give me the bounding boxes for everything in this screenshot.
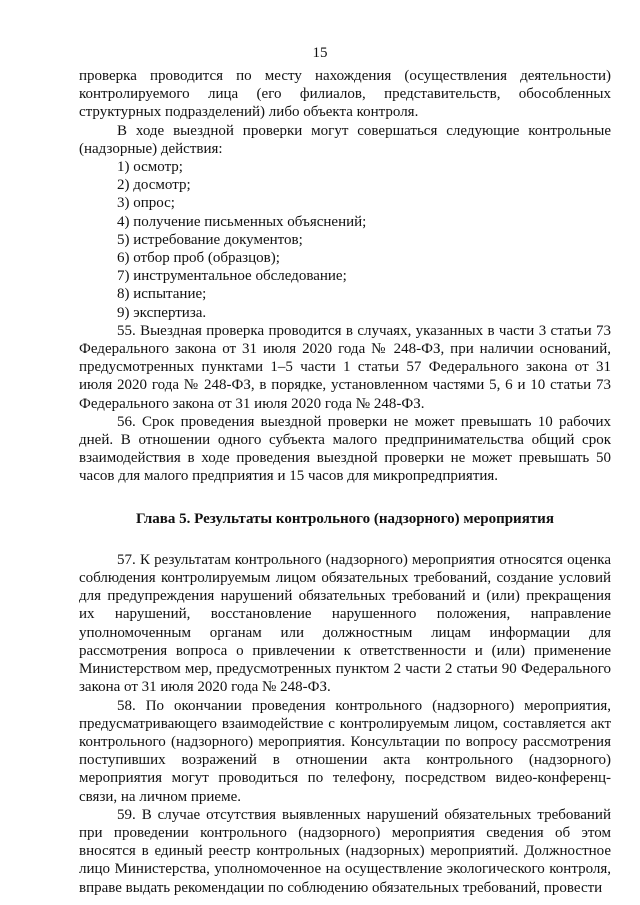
paragraph-56: 56. Срок проведения выездной проверки не может превышать 10 рабочих дней. В отношении одного субъекта малого предпринимательства общий срок взаимодействия в ходе проведения выездной проверки не может превышать 50 часов для малого предприятия и 15 часов для микропредприятия. bbox=[79, 413, 611, 485]
list-item: 7) инструментальное обследование; bbox=[117, 268, 347, 285]
page-number: 15 bbox=[312, 45, 328, 61]
list-item: 3) опрос; bbox=[117, 195, 175, 212]
list-item: 8) испытание; bbox=[117, 286, 207, 303]
list-item: 5) истребование документов; bbox=[117, 231, 303, 248]
list-item: 9) экспертиза. bbox=[117, 304, 207, 321]
paragraph-59: 59. В случае отсутствия выявленных нарушений обязательных требований при проведении контрольного (надзорного) мероприятия сведения об этом вносятся в единый реестр контрольных (надзорных) мероприятий. Должностное лицо Министерства, уполномоченное на осуществление экологического контроля, вправе выдать рекомендации по соблюдению обязательных требований, провести bbox=[79, 806, 611, 896]
list-item: 4) получение письменных объяснений; bbox=[117, 213, 367, 230]
paragraph-55: 55. Выездная проверка проводится в случаях, указанных в части 3 статьи 73 Федерального закона от 31 июля 2020 года № 248-ФЗ, при наличии оснований, предусмотренных пунктами 1–5 части 1 статьи 57 Федерального закона от 31 июля 2020 года № 248-ФЗ, в порядке, установленном частями 5, 6 и 10 статьи 73 Федерального закона от 31 июля 2020 года № 248-ФЗ. bbox=[79, 322, 611, 412]
list-item: 6) отбор проб (образцов); bbox=[117, 250, 280, 267]
chapter-title: Глава 5. Результаты контрольного (надзорного) мероприятия bbox=[136, 510, 554, 527]
paragraph-actions-intro: В ходе выездной проверки могут совершаться следующие контрольные (надзорные) действия: bbox=[79, 122, 611, 157]
paragraph-57: 57. К результатам контрольного (надзорного) мероприятия относятся оценка соблюдения контролируемым лицом обязательных требований, создание условий для предупреждения нарушений обязательных требований и (или) прекращения их нарушений, восстановление нарушенного положения, направление уполномоченным органам или должностным лицам информации для рассмотрения вопроса о привлечении к ответственности и (или) применение Министерством мер, предусмотренных пунктом 2 части 2 статьи 90 Федерального закона от 31 июля 2020 года № 248-ФЗ. bbox=[79, 551, 611, 696]
paragraph-58: 58. По окончании проведения контрольного (надзорного) мероприятия, предусматривающего взаимодействие с контролируемым лицом, составляется акт контрольного (надзорного) мероприятия. Консультации по вопросу рассмотрения поступивших возражений в отношении акта контрольного (надзорного) мероприятия могут проводиться по телефону, посредством видео-конференц-связи, на личном приеме. bbox=[79, 697, 611, 805]
actions-list bbox=[79, 158, 611, 322]
paragraph-continued: проверка проводится по месту нахождения (осуществления деятельности) контролируемого лица (его филиалов, представительств, обособленных структурных подразделений) либо объекта контроля. bbox=[79, 68, 611, 121]
list-item: 1) осмотр; bbox=[117, 159, 183, 176]
list-item: 2) досмотр; bbox=[117, 177, 191, 194]
document-body bbox=[79, 67, 611, 897]
